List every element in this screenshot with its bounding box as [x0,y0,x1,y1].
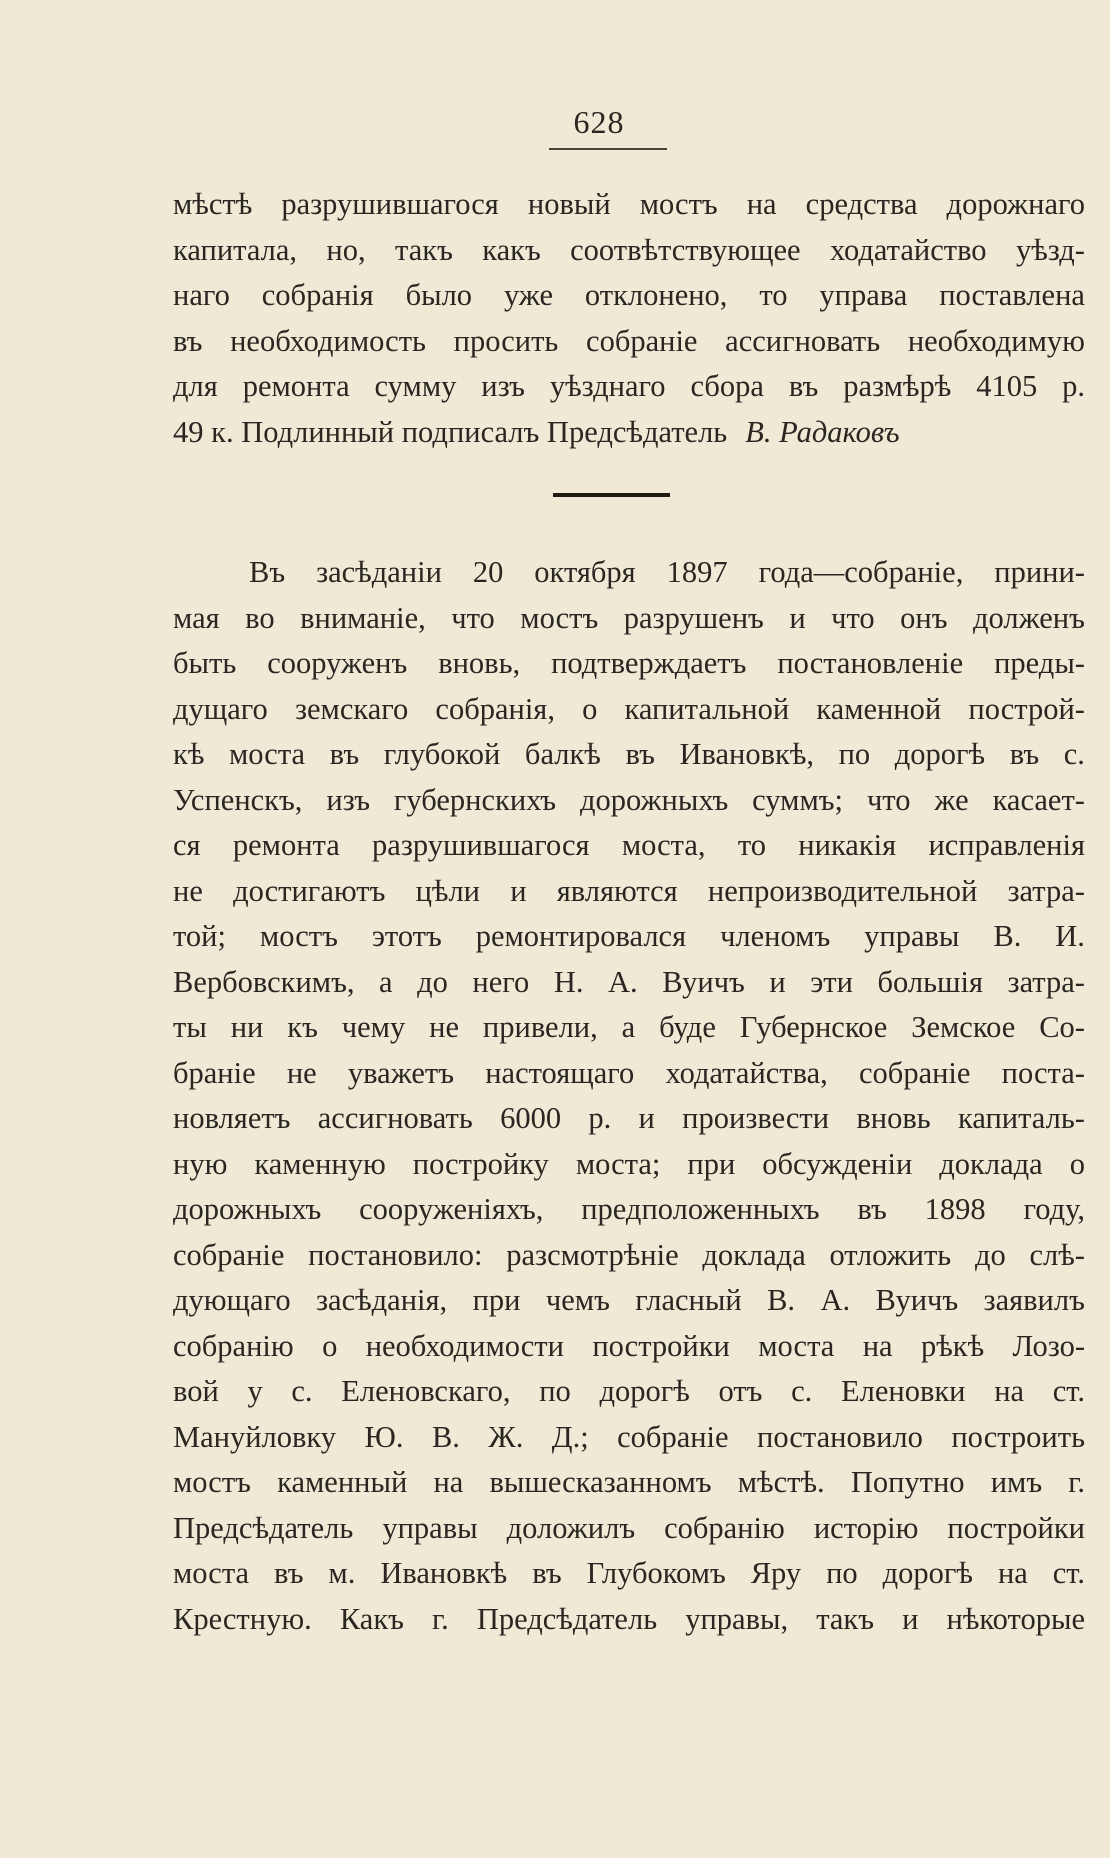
word: засѣданія, [315,1283,448,1317]
word: Еленовскаго, [341,1374,511,1408]
word: и [902,1601,919,1636]
word: Ж. [488,1419,524,1454]
word: къ [287,1010,318,1044]
word: каменную [254,1146,386,1181]
word: дующаго [173,1283,291,1317]
text-line [173,1233,1085,1279]
word: уважетъ [347,1055,455,1090]
word: же [934,782,969,817]
word: Какъ [339,1601,404,1636]
word: Ивановкѣ [380,1556,508,1590]
word: губернскихъ [393,782,557,817]
word: Земское [911,1010,1016,1044]
word: ходатайство [829,232,987,267]
word: И. [1055,919,1085,953]
word: Вербовскимъ, [173,964,355,999]
word: ст. [1052,1374,1085,1408]
word: а [379,964,393,999]
word: новляетъ [173,1101,291,1135]
word: произвести [682,1101,830,1135]
word: отложить [829,1237,952,1272]
word: поставлена [939,278,1085,312]
word: ни [230,1010,264,1044]
word: с. [1063,737,1085,771]
text-line [173,273,1085,319]
page-number-underline [549,148,667,150]
word: моста [228,737,306,771]
word: В. [431,1419,460,1454]
text-line [173,1415,1085,1461]
word: капитальной [624,691,790,726]
word: каменный [277,1465,408,1499]
word: Вуичъ [662,964,745,999]
word: моста [758,1328,835,1363]
text-line [173,960,1085,1006]
word: рѣкѣ [920,1328,985,1363]
text-line [173,319,1085,365]
text-line [173,823,1085,869]
text-line [173,778,1085,824]
word: ассигновать [317,1101,473,1135]
word: р. [1062,369,1085,403]
word: являются [556,873,678,908]
word: въ [274,1556,304,1590]
text-line [173,1369,1085,1415]
word: буде [659,1010,716,1044]
word: у [247,1374,263,1408]
word: новый [527,187,611,221]
word: и [769,964,786,999]
word: до [974,1237,1006,1272]
text-line [173,1324,1085,1370]
word: что [831,600,875,635]
word: доложилъ [506,1510,636,1545]
word: изъ [326,782,370,817]
word: во [245,600,275,635]
word: Мануйловку [173,1419,337,1454]
word: затра- [1007,964,1085,999]
word: по [826,1556,858,1590]
word: о [322,1328,338,1363]
word: Ю. [364,1419,404,1454]
word: Д.; [551,1419,589,1454]
word: ходатайства, [665,1055,828,1090]
word: чемъ [545,1283,610,1317]
word: въ [625,737,655,771]
text-line [173,732,1085,778]
word: о [1069,1146,1085,1181]
word: заявилъ [983,1283,1085,1317]
word: дорогѣ [882,1556,973,1590]
word: было [405,278,473,312]
word: управы, [685,1601,789,1636]
word: на [746,187,777,221]
word: г. [1068,1465,1085,1499]
word: постановило [757,1419,923,1454]
word: разсмотрѣніе [506,1237,679,1272]
text-line [173,410,1085,456]
word: постройки [947,1510,1085,1545]
word: мостъ [520,600,599,635]
word: той; [173,919,226,953]
word: м. [328,1556,356,1590]
word: ты [173,1010,207,1044]
word: по [838,737,871,771]
word: большія [877,964,983,999]
word: не [173,873,203,908]
word: эти [810,964,853,999]
word: по [539,1374,571,1408]
word: моста [173,1556,250,1590]
word: глубокой [383,737,501,771]
text-line [173,687,1085,733]
word: постановило: [308,1237,483,1272]
word: исправленія [928,828,1085,862]
text-line [173,550,1085,596]
word: уѣзднаго [549,369,666,403]
word: 4105 [976,369,1038,403]
text-line [173,641,1085,687]
word: Губернское [739,1010,888,1044]
word: земскаго [294,691,409,726]
word: него [472,964,530,999]
word: въ [173,323,203,358]
word: р. [588,1101,612,1135]
word: вой [173,1374,219,1408]
text-line [173,228,1085,274]
word: касает- [992,782,1085,817]
word: поста- [1001,1055,1085,1090]
word: моста, [621,828,706,862]
word: необходимую [907,323,1085,358]
word: браніе [173,1055,256,1090]
word: преды- [994,646,1085,680]
text-line [173,1460,1085,1506]
word: въ [329,737,360,771]
word: наго [173,278,230,312]
word: ст. [1052,1556,1085,1590]
word: въ [532,1556,562,1590]
word: отъ [718,1374,763,1408]
word: собраніе [859,1055,971,1090]
word: не [286,1055,317,1090]
word: просить [453,323,559,358]
word: г. [432,1601,449,1636]
word: на [433,1465,464,1499]
word: Еленовки [840,1374,966,1408]
word: построй- [968,691,1085,726]
word: этотъ [371,919,442,953]
word: ремонта [232,828,340,862]
word: дорожныхъ [579,782,729,817]
word: Вуичъ [875,1283,959,1317]
word: В. [993,919,1022,953]
word: соотвѣтствующее [570,232,801,267]
word: что [866,782,911,817]
word: вновь, [438,646,521,680]
text-line [173,1051,1085,1097]
word: въ [857,1192,887,1226]
word: Въ [249,555,286,589]
word: въ [1009,737,1040,771]
word: затра- [1007,873,1085,908]
word: мѣстѣ [173,187,253,221]
word: для [173,369,218,403]
word: при [472,1283,521,1317]
word: гласный [635,1283,742,1317]
word: с. [291,1374,313,1408]
word: Предсѣдатель [476,1601,658,1636]
text-line [173,364,1085,410]
paragraph-meeting-record [173,550,1085,1642]
word: прини- [994,555,1085,589]
word: сооруженъ [267,646,408,680]
word: дорогѣ [894,737,986,771]
word: управа [819,278,908,312]
word: мѣстѣ. [737,1465,825,1499]
word: Ивановкѣ, [679,737,815,771]
word: мая [173,600,220,635]
word: 1898 [924,1192,986,1226]
word: ассигновать [725,323,881,358]
word: году, [1023,1192,1085,1226]
word: Глубокомъ [586,1556,726,1590]
word: непроизводительной [707,873,978,908]
word: мостъ [639,187,718,221]
word: какъ [482,232,541,267]
word: необходимости [365,1328,564,1363]
word: собранію [664,1510,785,1545]
word: подтверждаетъ [551,646,747,680]
word: размѣрѣ [843,369,952,403]
word: А. [608,964,638,999]
word: Яру [750,1556,802,1590]
word: на [994,1374,1025,1408]
word: с. [791,1374,813,1408]
text-line [173,1005,1085,1051]
word: доклада [702,1237,806,1272]
word: капиталь- [957,1101,1085,1135]
word: сумму [374,369,457,403]
word: а [621,1010,636,1044]
word: моста; [575,1146,661,1181]
word: привели, [482,1010,598,1044]
word: до [417,964,448,999]
word: и [789,600,806,635]
word: разрушенъ [623,600,764,635]
text-line [173,1187,1085,1233]
text-line [173,1142,1085,1188]
word: дорожнаго [946,187,1085,221]
word: сбора [690,369,764,403]
word: собраніе [586,323,698,358]
word: имъ [990,1465,1043,1499]
text-line [173,596,1085,642]
text-line [173,914,1085,960]
text-line [173,1597,1085,1643]
word: собранія, [435,691,555,726]
word: необходимость [230,323,426,358]
word: балкѣ [524,737,601,771]
word: 1897 [666,555,728,589]
word: изъ [481,369,525,403]
word: вышесказанномъ [489,1465,712,1499]
word: членомъ [720,919,831,953]
text-line [173,1278,1085,1324]
word: нѣкоторые [946,1601,1085,1636]
word: собранія [261,278,374,312]
word: собраніе [617,1419,729,1454]
word: года—собраніе, [758,555,964,589]
word: постройки [592,1328,730,1363]
paragraph-continued [173,182,1085,455]
word: то [737,828,767,862]
word: уѣзд- [1015,232,1085,267]
word: долженъ [973,600,1085,635]
word: каменной [816,691,942,726]
word: мостъ [259,919,338,953]
word: никакія [798,828,897,862]
word: дущаго [173,691,268,726]
word: разрушившагося [372,828,590,862]
word: не [429,1010,460,1044]
word: такъ [395,232,453,267]
word: засѣданіи [316,555,442,589]
word: отклонено, [584,278,728,312]
word: управы [864,919,960,953]
word: 6000 [500,1101,562,1135]
text-line [173,182,1085,228]
section-divider [553,493,670,497]
word: при [687,1146,736,1181]
word: на [862,1328,893,1363]
word: настоящаго [485,1055,635,1090]
word: ную [173,1146,228,1181]
word: ся [173,828,201,862]
word: слѣ- [1029,1237,1085,1272]
word: постройку [412,1146,549,1181]
signature-name: В. Радаковъ [745,414,900,449]
text-line [173,869,1085,915]
word: быть [173,646,237,680]
word: доклада [939,1146,1043,1181]
word: вновь [856,1101,931,1135]
word: суммъ; [752,782,844,817]
word: собранію [173,1328,294,1363]
word: такъ [816,1601,875,1636]
word: но, [326,232,366,267]
word: 20 [472,555,504,589]
word: онъ [900,600,948,635]
word: построить [951,1419,1085,1454]
word: дорожныхъ [173,1192,322,1226]
word: обсужденіи [762,1146,913,1181]
word: чему [341,1010,406,1044]
word: уже [503,278,554,312]
word: мостъ [173,1465,251,1499]
word: исторію [813,1510,919,1545]
word: Н. [553,964,584,999]
text-line [173,1551,1085,1597]
word: вниманіе, [300,600,426,635]
text-line [173,1506,1085,1552]
word: достигаютъ [233,873,386,908]
word: на [997,1556,1028,1590]
word: цѣли [415,873,480,908]
word: что [451,600,495,635]
word: постановленіе [777,646,964,680]
word: то [759,278,788,312]
word: управы [382,1510,478,1545]
word: В. [767,1283,796,1317]
word: капитала, [173,232,298,267]
word: и [510,873,527,908]
word: въ [788,369,819,403]
word: дорогѣ [599,1374,690,1408]
word: Предсѣдатель [173,1510,354,1545]
page-number: 628 [573,104,625,140]
word: А. [820,1283,851,1317]
word: Со- [1039,1010,1085,1044]
word: ремонтировался [475,919,687,953]
text-line [173,1096,1085,1142]
line-text: 49 к. Подлинный подписалъ Предсѣдатель [173,414,728,449]
word: Успенскъ, [173,782,303,817]
word: собраніе [173,1237,285,1272]
word: средства [805,187,918,221]
word: ремонта [242,369,350,403]
word: Попутно [850,1465,965,1499]
word: сооруженіяхъ, [359,1192,544,1226]
word: кѣ [173,737,205,771]
word: Крестную. [173,1601,312,1636]
word: и [638,1101,655,1135]
word: разрушившагося [281,187,499,221]
word: предположенныхъ [581,1192,820,1226]
word: о [582,691,598,726]
word: октября [534,555,636,589]
word: Лозо- [1012,1328,1085,1363]
